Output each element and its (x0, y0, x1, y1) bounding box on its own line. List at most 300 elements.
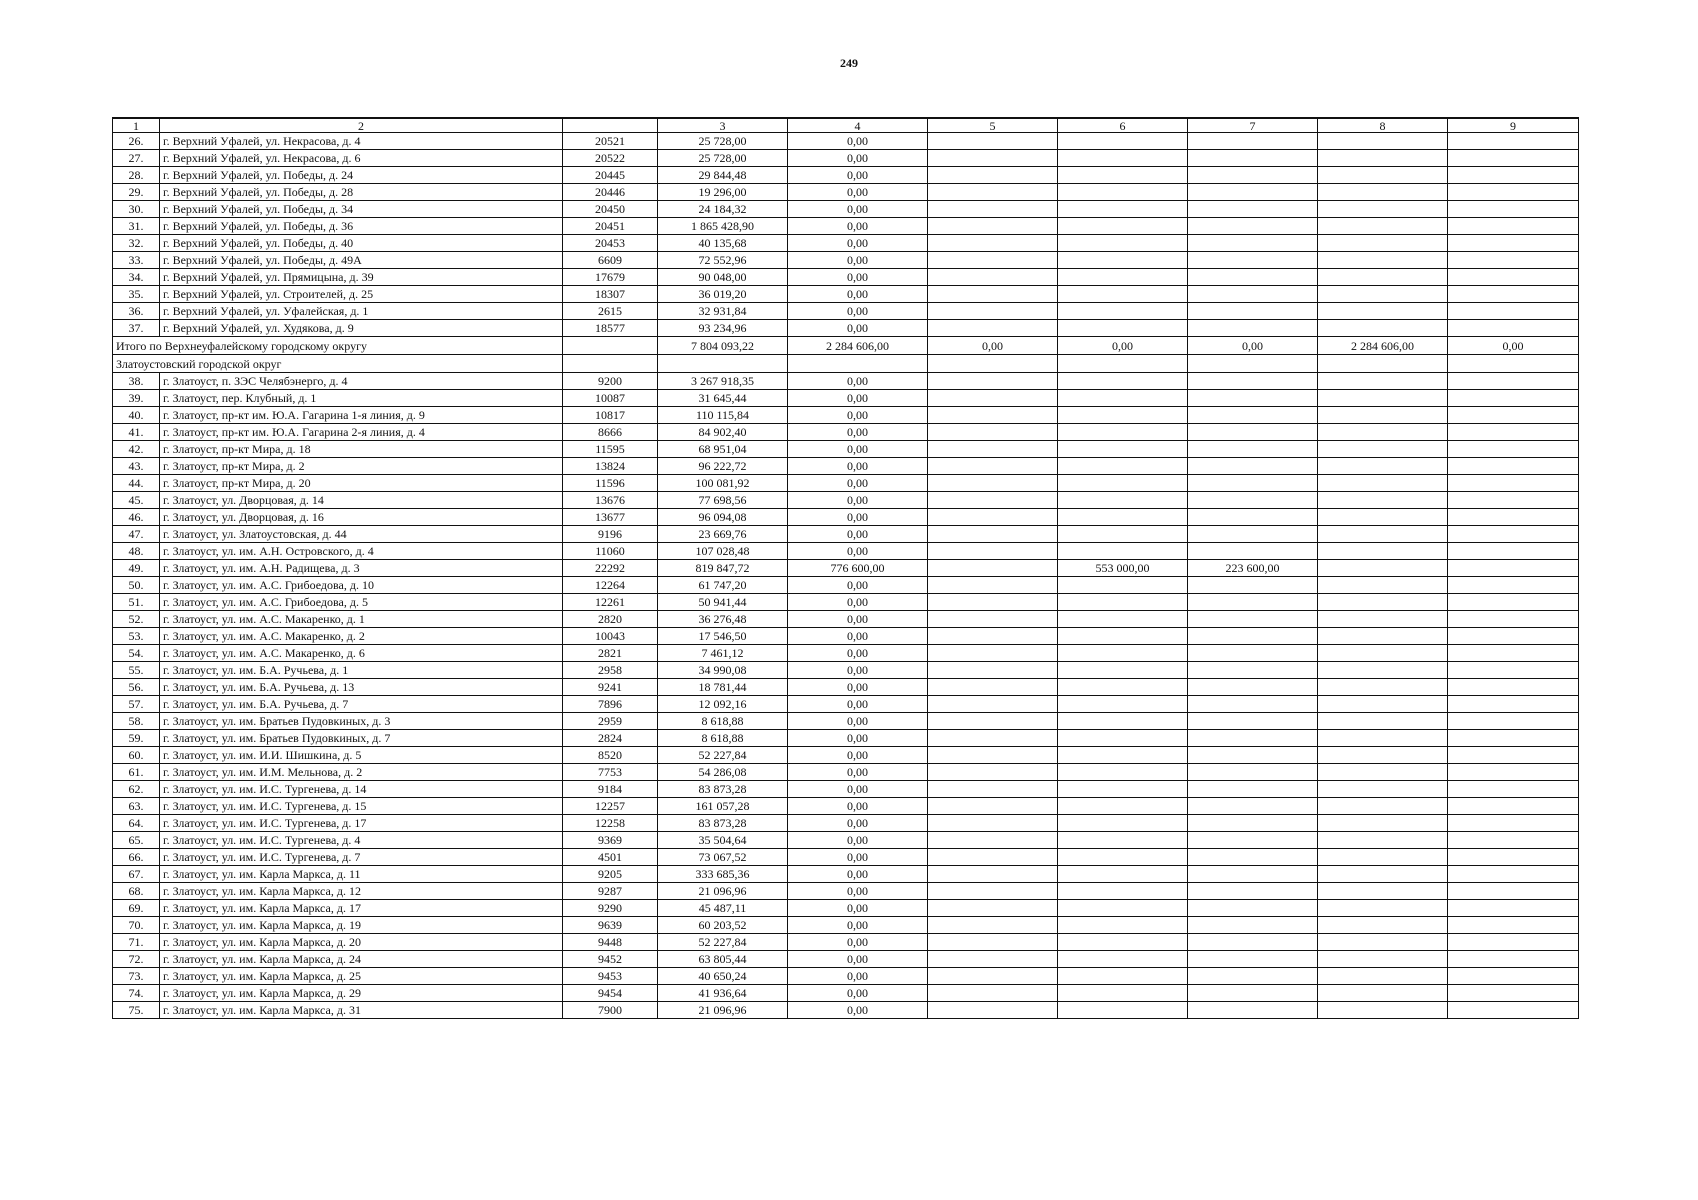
address-cell: г. Златоуст, п. ЗЭС Челябэнерго, д. 4 (160, 373, 563, 390)
col-3-cell: 34 990,08 (658, 662, 788, 679)
col-3-cell: 77 698,56 (658, 492, 788, 509)
col-6-cell (1058, 286, 1188, 303)
verkhny-ufaley-rows (113, 133, 1579, 337)
col-6-cell (1058, 866, 1188, 883)
address-cell: г. Верхний Уфалей, ул. Уфалейская, д. 1 (160, 303, 563, 320)
col-8-cell (1318, 373, 1448, 390)
col-6-cell (1058, 269, 1188, 286)
col-6-cell (1058, 373, 1188, 390)
col-7-cell (1188, 577, 1318, 594)
col-4-cell: 0,00 (788, 303, 928, 320)
table-row (113, 543, 1579, 560)
col-9-cell (1448, 458, 1579, 475)
col-5-cell (928, 235, 1058, 252)
row-number: 50. (113, 577, 160, 594)
col-6-cell (1058, 764, 1188, 781)
total-col-3: 7 804 093,22 (658, 337, 788, 355)
col-7-cell (1188, 373, 1318, 390)
address-cell: г. Златоуст, ул. Златоустовская, д. 44 (160, 526, 563, 543)
col-5-cell (928, 543, 1058, 560)
column-header-8: 8 (1318, 118, 1448, 133)
object-code-cell: 10817 (563, 407, 658, 424)
col-5-cell (928, 985, 1058, 1002)
col-7-cell (1188, 985, 1318, 1002)
col-5-cell (928, 526, 1058, 543)
col-9-cell (1448, 628, 1579, 645)
col-7-cell (1188, 951, 1318, 968)
col-6-cell (1058, 167, 1188, 184)
col-8-cell (1318, 594, 1448, 611)
col-3-cell: 61 747,20 (658, 577, 788, 594)
col-4-cell: 0,00 (788, 252, 928, 269)
col-9-cell (1448, 390, 1579, 407)
col-4-cell: 0,00 (788, 594, 928, 611)
col-8-cell (1318, 407, 1448, 424)
row-number: 73. (113, 968, 160, 985)
col-3-cell: 83 873,28 (658, 815, 788, 832)
col-8-cell (1318, 577, 1448, 594)
col-4-cell: 0,00 (788, 866, 928, 883)
col-3-cell: 83 873,28 (658, 781, 788, 798)
page-number: 249 (840, 56, 858, 70)
address-cell: г. Златоуст, ул. им. Карла Маркса, д. 17 (160, 900, 563, 917)
address-cell: г. Златоуст, ул. им. И.И. Шишкина, д. 5 (160, 747, 563, 764)
address-cell: г. Златоуст, пр-кт им. Ю.А. Гагарина 2-я линия, д. 4 (160, 424, 563, 441)
col-7-cell (1188, 900, 1318, 917)
table-row (113, 475, 1579, 492)
object-code-cell: 8520 (563, 747, 658, 764)
col-8-cell (1318, 441, 1448, 458)
col-5-cell (928, 832, 1058, 849)
table-row (113, 781, 1579, 798)
col-5-cell (928, 133, 1058, 150)
col-5-cell (928, 269, 1058, 286)
table-row (113, 849, 1579, 866)
col-9-cell (1448, 560, 1579, 577)
table-row (113, 218, 1579, 235)
col-9-cell (1448, 577, 1579, 594)
col-8-cell (1318, 917, 1448, 934)
table-row (113, 201, 1579, 218)
row-number: 71. (113, 934, 160, 951)
object-code-cell: 9454 (563, 985, 658, 1002)
address-cell: г. Златоуст, ул. им. Б.А. Ручьева, д. 1 (160, 662, 563, 679)
object-code-cell: 9369 (563, 832, 658, 849)
col-4-cell: 0,00 (788, 798, 928, 815)
col-4-cell: 0,00 (788, 849, 928, 866)
col-4-cell: 0,00 (788, 968, 928, 985)
col-7-cell (1188, 764, 1318, 781)
col-8-cell (1318, 303, 1448, 320)
col-9-cell (1448, 407, 1579, 424)
col-3-cell: 31 645,44 (658, 390, 788, 407)
object-code-cell: 9448 (563, 934, 658, 951)
object-code-cell: 20450 (563, 201, 658, 218)
col-7-cell (1188, 679, 1318, 696)
col-7-cell (1188, 866, 1318, 883)
col-9-cell (1448, 662, 1579, 679)
col-4-cell: 0,00 (788, 628, 928, 645)
col-7-cell (1188, 713, 1318, 730)
col-7-cell (1188, 917, 1318, 934)
col-9-cell (1448, 424, 1579, 441)
col-7-cell (1188, 696, 1318, 713)
col-8-cell (1318, 849, 1448, 866)
summary-rows (113, 337, 1579, 373)
col-7-cell (1188, 269, 1318, 286)
col-5-cell (928, 373, 1058, 390)
col-5-cell (928, 492, 1058, 509)
col-4-cell: 0,00 (788, 611, 928, 628)
address-cell: г. Златоуст, ул. Дворцовая, д. 14 (160, 492, 563, 509)
total-col-8: 2 284 606,00 (1318, 337, 1448, 355)
col-8-cell (1318, 509, 1448, 526)
object-code-cell: 9639 (563, 917, 658, 934)
col-7-cell (1188, 883, 1318, 900)
column-header-code (563, 118, 658, 133)
col-3-cell: 25 728,00 (658, 133, 788, 150)
col-8-cell (1318, 968, 1448, 985)
address-cell: г. Верхний Уфалей, ул. Худякова, д. 9 (160, 320, 563, 337)
col-4-cell: 0,00 (788, 218, 928, 235)
col-7-cell (1188, 150, 1318, 167)
col-7-cell (1188, 747, 1318, 764)
col-3-cell: 84 902,40 (658, 424, 788, 441)
col-5-cell (928, 184, 1058, 201)
col-4-cell: 0,00 (788, 441, 928, 458)
object-code-cell: 18577 (563, 320, 658, 337)
table-row (113, 798, 1579, 815)
col-4-cell: 0,00 (788, 764, 928, 781)
col-8-cell (1318, 815, 1448, 832)
address-cell: г. Верхний Уфалей, ул. Некрасова, д. 6 (160, 150, 563, 167)
row-number: 66. (113, 849, 160, 866)
col-6-cell (1058, 407, 1188, 424)
object-code-cell: 17679 (563, 269, 658, 286)
col-5-cell (928, 951, 1058, 968)
address-cell: г. Златоуст, ул. им. Карла Маркса, д. 29 (160, 985, 563, 1002)
col-9-cell (1448, 968, 1579, 985)
table-row (113, 815, 1579, 832)
col-4-cell: 0,00 (788, 917, 928, 934)
address-cell: г. Златоуст, ул. им. А.Н. Радищева, д. 3 (160, 560, 563, 577)
section-cell (1058, 355, 1188, 373)
col-4-cell: 0,00 (788, 747, 928, 764)
column-header-2: 2 (160, 118, 563, 133)
col-6-cell (1058, 798, 1188, 815)
col-3-cell: 8 618,88 (658, 730, 788, 747)
row-number: 37. (113, 320, 160, 337)
table-row (113, 407, 1579, 424)
col-9-cell (1448, 543, 1579, 560)
col-6-cell (1058, 645, 1188, 662)
col-3-cell: 90 048,00 (658, 269, 788, 286)
col-6-cell (1058, 713, 1188, 730)
col-4-cell: 0,00 (788, 662, 928, 679)
address-cell: г. Златоуст, ул. Дворцовая, д. 16 (160, 509, 563, 526)
col-6-cell (1058, 526, 1188, 543)
col-7-cell: 223 600,00 (1188, 560, 1318, 577)
col-8-cell (1318, 269, 1448, 286)
object-code-cell: 9241 (563, 679, 658, 696)
col-4-cell: 0,00 (788, 883, 928, 900)
object-code-cell: 20446 (563, 184, 658, 201)
col-8-cell (1318, 167, 1448, 184)
section-label: Златоустовский городской округ (113, 355, 563, 373)
col-7-cell (1188, 303, 1318, 320)
col-6-cell (1058, 235, 1188, 252)
col-6-cell (1058, 201, 1188, 218)
col-3-cell: 24 184,32 (658, 201, 788, 218)
row-number: 65. (113, 832, 160, 849)
col-8-cell (1318, 286, 1448, 303)
address-cell: г. Верхний Уфалей, ул. Победы, д. 49А (160, 252, 563, 269)
col-9-cell (1448, 917, 1579, 934)
address-cell: г. Златоуст, ул. им. Карла Маркса, д. 24 (160, 951, 563, 968)
table-row (113, 303, 1579, 320)
col-8-cell (1318, 133, 1448, 150)
col-7-cell (1188, 475, 1318, 492)
address-cell: г. Златоуст, ул. им. И.С. Тургенева, д. 17 (160, 815, 563, 832)
col-3-cell: 40 650,24 (658, 968, 788, 985)
row-number: 29. (113, 184, 160, 201)
table-row (113, 713, 1579, 730)
object-code-cell: 2821 (563, 645, 658, 662)
address-cell: г. Верхний Уфалей, ул. Победы, д. 40 (160, 235, 563, 252)
row-number: 46. (113, 509, 160, 526)
col-4-cell: 0,00 (788, 509, 928, 526)
address-cell: г. Златоуст, пр-кт Мира, д. 20 (160, 475, 563, 492)
col-4-cell: 0,00 (788, 201, 928, 218)
table-row (113, 900, 1579, 917)
col-3-cell: 100 081,92 (658, 475, 788, 492)
row-number: 32. (113, 235, 160, 252)
object-code-cell: 20445 (563, 167, 658, 184)
col-4-cell: 0,00 (788, 645, 928, 662)
col-6-cell (1058, 730, 1188, 747)
col-9-cell (1448, 235, 1579, 252)
col-9-cell (1448, 730, 1579, 747)
row-number: 48. (113, 543, 160, 560)
col-7-cell (1188, 798, 1318, 815)
col-6-cell (1058, 492, 1188, 509)
row-number: 43. (113, 458, 160, 475)
col-3-cell: 29 844,48 (658, 167, 788, 184)
col-5-cell (928, 815, 1058, 832)
col-8-cell (1318, 150, 1448, 167)
address-cell: г. Златоуст, ул. им. Братьев Пудовкиных, д. 7 (160, 730, 563, 747)
col-9-cell (1448, 150, 1579, 167)
col-3-cell: 19 296,00 (658, 184, 788, 201)
total-col-7: 0,00 (1188, 337, 1318, 355)
col-6-cell (1058, 985, 1188, 1002)
col-7-cell (1188, 628, 1318, 645)
col-5-cell (928, 917, 1058, 934)
col-3-cell: 36 276,48 (658, 611, 788, 628)
table-row (113, 560, 1579, 577)
col-5-cell (928, 577, 1058, 594)
object-code-cell: 20522 (563, 150, 658, 167)
col-9-cell (1448, 133, 1579, 150)
col-8-cell (1318, 951, 1448, 968)
column-header-7: 7 (1188, 118, 1318, 133)
row-number: 38. (113, 373, 160, 390)
col-3-cell: 110 115,84 (658, 407, 788, 424)
col-6-cell (1058, 133, 1188, 150)
col-4-cell: 0,00 (788, 781, 928, 798)
col-5-cell (928, 201, 1058, 218)
col-3-cell: 40 135,68 (658, 235, 788, 252)
col-4-cell: 0,00 (788, 1002, 928, 1019)
col-7-cell (1188, 441, 1318, 458)
col-9-cell (1448, 167, 1579, 184)
col-7-cell (1188, 492, 1318, 509)
col-8-cell (1318, 390, 1448, 407)
table-row (113, 269, 1579, 286)
col-7-cell (1188, 458, 1318, 475)
column-header-9: 9 (1448, 118, 1579, 133)
col-7-cell (1188, 934, 1318, 951)
table-row (113, 184, 1579, 201)
table-row (113, 594, 1579, 611)
col-6-cell (1058, 150, 1188, 167)
col-4-cell: 0,00 (788, 235, 928, 252)
col-8-cell (1318, 747, 1448, 764)
col-6-cell (1058, 832, 1188, 849)
col-8-cell (1318, 543, 1448, 560)
table-row (113, 286, 1579, 303)
row-number: 58. (113, 713, 160, 730)
col-3-cell: 60 203,52 (658, 917, 788, 934)
address-cell: г. Златоуст, ул. им. И.М. Мельнова, д. 2 (160, 764, 563, 781)
col-8-cell (1318, 611, 1448, 628)
col-8-cell (1318, 798, 1448, 815)
row-number: 44. (113, 475, 160, 492)
col-6-cell (1058, 662, 1188, 679)
col-9-cell (1448, 679, 1579, 696)
table-row (113, 968, 1579, 985)
row-number: 59. (113, 730, 160, 747)
col-9-cell (1448, 832, 1579, 849)
col-3-cell: 25 728,00 (658, 150, 788, 167)
col-5-cell (928, 252, 1058, 269)
object-code-cell: 10087 (563, 390, 658, 407)
address-cell: г. Златоуст, ул. им. И.С. Тургенева, д. 15 (160, 798, 563, 815)
row-number: 75. (113, 1002, 160, 1019)
object-code-cell: 13677 (563, 509, 658, 526)
col-8-cell (1318, 560, 1448, 577)
row-number: 30. (113, 201, 160, 218)
col-4-cell: 0,00 (788, 269, 928, 286)
section-cell (1188, 355, 1318, 373)
object-code-cell: 20521 (563, 133, 658, 150)
table-row (113, 526, 1579, 543)
row-number: 26. (113, 133, 160, 150)
row-number: 61. (113, 764, 160, 781)
col-3-cell: 12 092,16 (658, 696, 788, 713)
table-row (113, 441, 1579, 458)
col-6-cell (1058, 218, 1188, 235)
col-5-cell (928, 934, 1058, 951)
row-number: 68. (113, 883, 160, 900)
address-cell: г. Златоуст, ул. им. А.С. Макаренко, д. 6 (160, 645, 563, 662)
address-cell: г. Златоуст, ул. им. И.С. Тургенева, д. 7 (160, 849, 563, 866)
col-6-cell (1058, 594, 1188, 611)
object-code-cell: 6609 (563, 252, 658, 269)
col-7-cell (1188, 526, 1318, 543)
data-table (112, 117, 1579, 1019)
col-5-cell (928, 560, 1058, 577)
row-number: 56. (113, 679, 160, 696)
col-8-cell (1318, 696, 1448, 713)
col-7-cell (1188, 662, 1318, 679)
object-code-cell: 2958 (563, 662, 658, 679)
col-5-cell (928, 628, 1058, 645)
col-5-cell (928, 594, 1058, 611)
col-9-cell (1448, 866, 1579, 883)
col-4-cell: 0,00 (788, 713, 928, 730)
col-4-cell: 0,00 (788, 526, 928, 543)
col-8-cell (1318, 201, 1448, 218)
col-8-cell (1318, 781, 1448, 798)
row-number: 72. (113, 951, 160, 968)
col-6-cell (1058, 252, 1188, 269)
object-code-cell: 10043 (563, 628, 658, 645)
table-row (113, 390, 1579, 407)
col-3-cell: 68 951,04 (658, 441, 788, 458)
row-number: 54. (113, 645, 160, 662)
table-row (113, 832, 1579, 849)
table-row (113, 235, 1579, 252)
col-7-cell (1188, 730, 1318, 747)
col-4-cell: 0,00 (788, 167, 928, 184)
row-number: 45. (113, 492, 160, 509)
object-code-cell: 18307 (563, 286, 658, 303)
col-6-cell: 553 000,00 (1058, 560, 1188, 577)
col-5-cell (928, 662, 1058, 679)
row-number: 36. (113, 303, 160, 320)
col-5-cell (928, 424, 1058, 441)
col-5-cell (928, 645, 1058, 662)
col-8-cell (1318, 458, 1448, 475)
col-8-cell (1318, 900, 1448, 917)
table-row (113, 150, 1579, 167)
col-8-cell (1318, 526, 1448, 543)
object-code-cell: 12264 (563, 577, 658, 594)
row-number: 55. (113, 662, 160, 679)
object-code-cell: 20451 (563, 218, 658, 235)
row-number: 53. (113, 628, 160, 645)
address-cell: г. Верхний Уфалей, ул. Прямицына, д. 39 (160, 269, 563, 286)
column-header-1: 1 (113, 118, 160, 133)
col-7-cell (1188, 390, 1318, 407)
col-8-cell (1318, 252, 1448, 269)
address-cell: г. Верхний Уфалей, ул. Победы, д. 34 (160, 201, 563, 218)
object-code-cell: 4501 (563, 849, 658, 866)
address-cell: г. Златоуст, ул. им. И.С. Тургенева, д. 14 (160, 781, 563, 798)
col-6-cell (1058, 934, 1188, 951)
col-3-cell: 45 487,11 (658, 900, 788, 917)
col-3-cell: 8 618,88 (658, 713, 788, 730)
section-cell (928, 355, 1058, 373)
col-5-cell (928, 150, 1058, 167)
col-9-cell (1448, 320, 1579, 337)
col-7-cell (1188, 407, 1318, 424)
col-6-cell (1058, 184, 1188, 201)
col-3-cell: 50 941,44 (658, 594, 788, 611)
col-5-cell (928, 781, 1058, 798)
section-row (113, 355, 1579, 373)
